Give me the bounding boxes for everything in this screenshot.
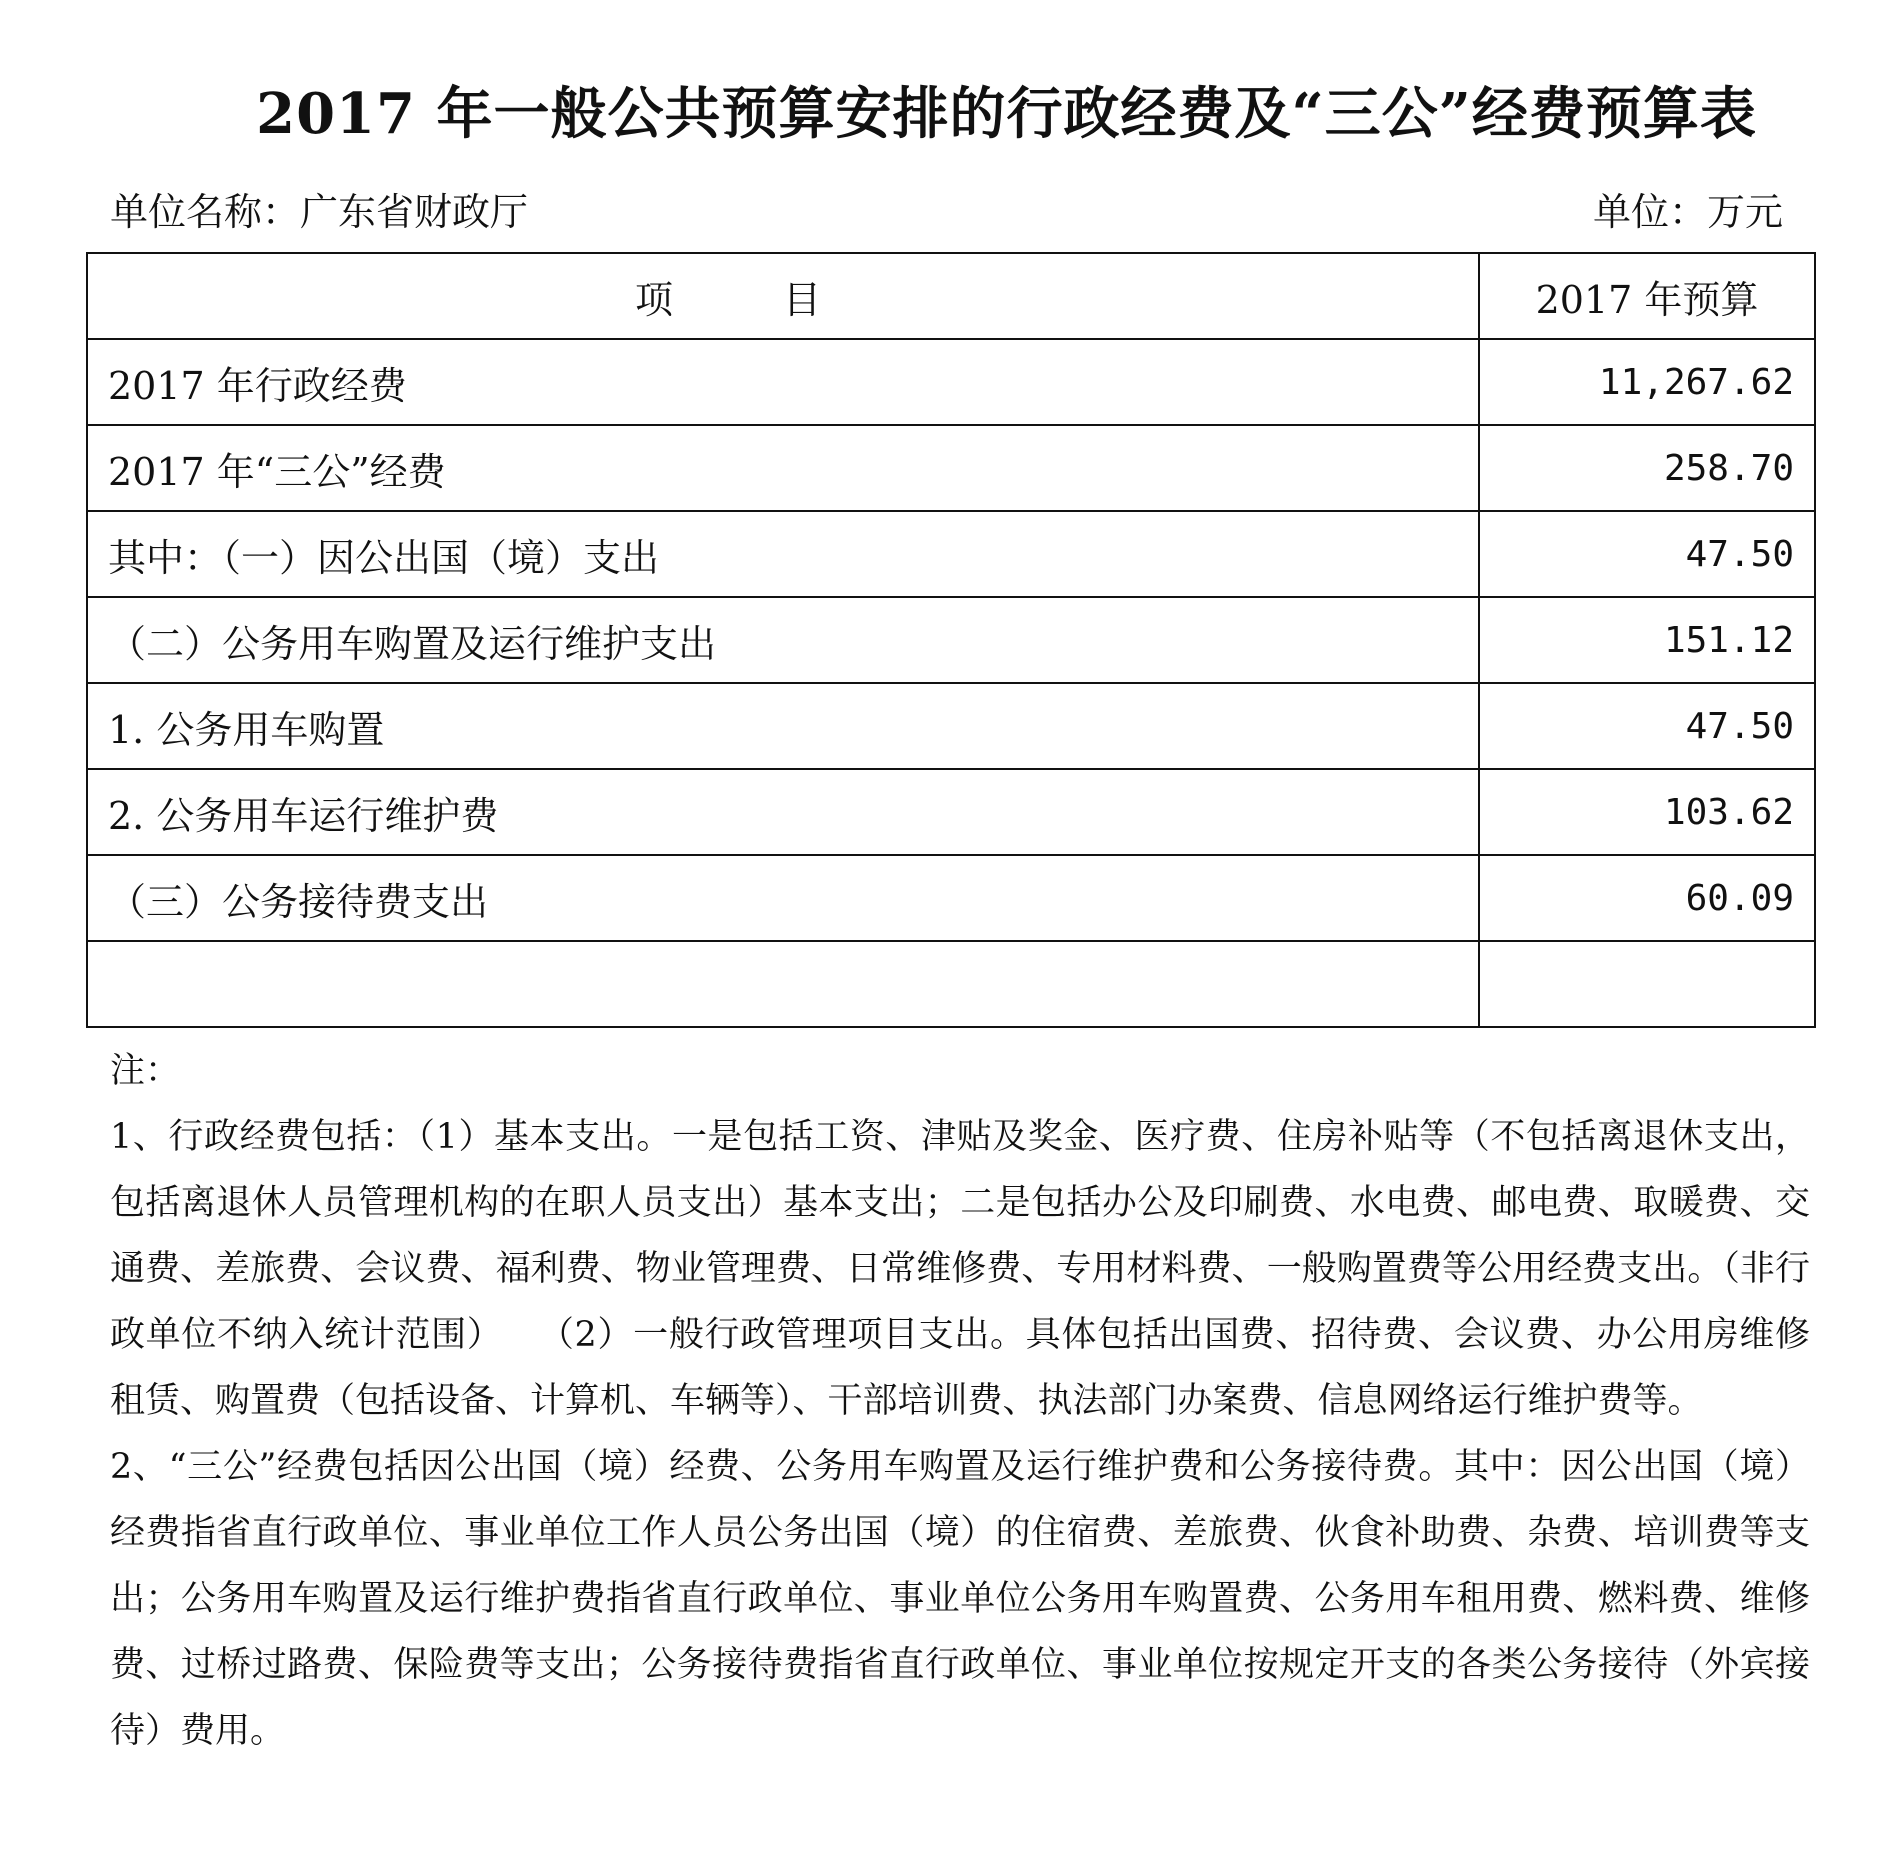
row-value-empty — [1479, 941, 1815, 1027]
row-value-reception: 60.09 — [1479, 855, 1815, 941]
table-row-empty — [87, 941, 1815, 1027]
row-label-overseas-trips: 其中：（一）因公出国（境）支出 — [87, 511, 1479, 597]
row-label-admin-expense: 2017 年行政经费 — [87, 339, 1479, 425]
row-label-empty — [87, 941, 1479, 1027]
row-label-vehicle-purchase: 1. 公务用车购置 — [87, 683, 1479, 769]
table-row — [87, 425, 1815, 511]
table-row — [87, 769, 1815, 855]
unit-name: 单位名称：广东省财政厅 — [110, 189, 529, 234]
table-row — [87, 597, 1815, 683]
page-title: 2017 年一般公共预算安排的行政经费及“三公”经费预算表 — [256, 81, 1757, 147]
unit-info-row — [110, 180, 1783, 236]
table-row — [87, 683, 1815, 769]
table-row — [87, 339, 1815, 425]
row-value-vehicle-maintenance: 103.62 — [1479, 769, 1815, 855]
column-header-budget: 2017 年预算 — [1479, 253, 1815, 339]
table-header-row — [87, 253, 1815, 339]
row-value-admin-expense: 11,267.62 — [1479, 339, 1815, 425]
column-header-item: 项目 — [87, 253, 1479, 339]
row-label-vehicle-maintenance: 2. 公务用车运行维护费 — [87, 769, 1479, 855]
row-value-official-vehicles: 151.12 — [1479, 597, 1815, 683]
row-label-official-vehicles: （二）公务用车购置及运行维护支出 — [87, 597, 1479, 683]
row-value-vehicle-purchase: 47.50 — [1479, 683, 1815, 769]
table-row — [87, 855, 1815, 941]
row-label-three-public: 2017 年“三公”经费 — [87, 425, 1479, 511]
note-item-2: 2、“三公”经费包括因公出国（境）经费、公务用车购置及运行维护费和公务接待费。其中：因公出国（境）经费指省直行政单位、事业单位工作人员公务出国（境）的住宿费、差旅费、伙食补助费、杂费、培训费等支出；公务用车购置及运行维护费指省直行政单位、事业单位公务用车购置费、公务用车租用费、燃料费、维修费、过桥过路费、保险费等支出；公务接待费指省直行政单位、事业单位按规定开支的各类公务接待（外宾接待）费用。 — [110, 1447, 1810, 1751]
row-value-three-public: 258.70 — [1479, 425, 1815, 511]
table-row — [87, 511, 1815, 597]
notes-heading: 注： — [110, 1051, 181, 1091]
note-item-1: 1、行政经费包括：（1）基本支出。一是包括工资、津贴及奖金、医疗费、住房补贴等（不包括离退休支出，包括离退休人员管理机构的在职人员支出）基本支出；二是包括办公及印刷费、水电费、邮电费、取暖费、交通费、差旅费、会议费、福利费、物业管理费、日常维修费、专用材料费、一般购置费等公用经费支出。（非行政单位不纳入统计范围） （2）一般行政管理项目支出。具体包括出国费、招待费、会议费、办公用房维修租赁、购置费（包括设备、计算机、车辆等）、干部培训费、执法部门办案费、信息网络运行维护费等。 — [110, 1117, 1810, 1421]
unit-label: 单位：万元 — [1592, 189, 1783, 234]
row-value-overseas-trips: 47.50 — [1479, 511, 1815, 597]
notes-section — [110, 1038, 1810, 1764]
budget-table — [86, 252, 1816, 1028]
row-label-reception: （三）公务接待费支出 — [87, 855, 1479, 941]
